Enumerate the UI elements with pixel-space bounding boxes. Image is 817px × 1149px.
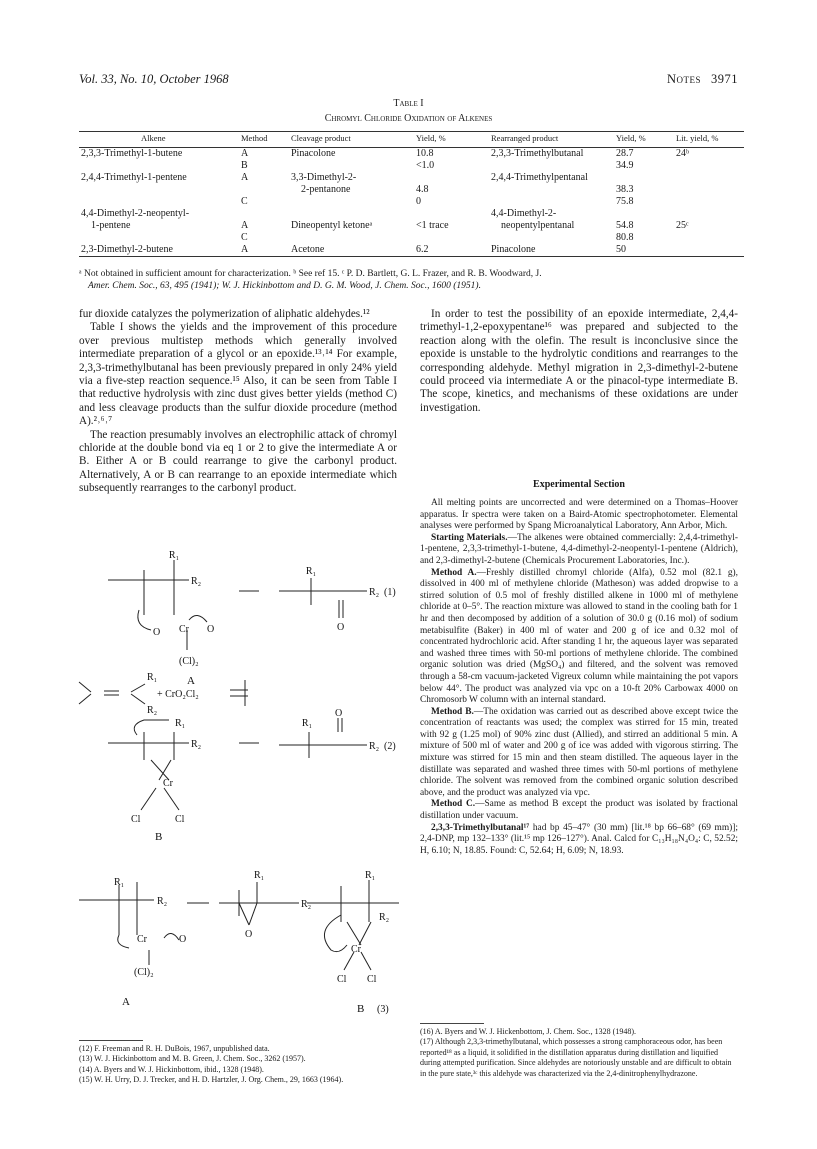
label-cr: Cr [179, 624, 189, 635]
data-table [79, 131, 744, 257]
table-cell: 34.9 [616, 160, 634, 171]
label-r2: R₂ [191, 576, 202, 587]
label-r2: R₂ [301, 899, 312, 910]
table-cell: A [241, 220, 249, 231]
table-row [79, 160, 744, 172]
table-cell [414, 232, 489, 244]
table-cell [489, 160, 614, 172]
table-label: Table I [393, 98, 424, 109]
product-1-structure [279, 578, 367, 618]
column-header: Rearranged product [489, 132, 614, 148]
table-row [79, 220, 744, 232]
label-cl2: (Cl)₂ [134, 967, 154, 978]
table-cell: <1.0 [416, 160, 435, 171]
paragraph [420, 823, 738, 858]
label-r1: R₁ [305, 566, 317, 577]
running-header-journal: Vol. 33, No. 10, October 1968 [79, 72, 229, 86]
reference-item: (16) A. Byers and W. J. Hickenbottom, J. Chem. Soc., 1328 (1948). [420, 1027, 636, 1036]
epoxide-structure [219, 882, 299, 925]
table-cell [489, 232, 614, 244]
table-footnote-2: Amer. Chem. Soc., 63, 495 (1941); W. J. Hickinbottom and D. G. M. Wood, J. Chem. Soc., 1600 (1951). [88, 281, 481, 291]
reagent-label: + CrO₂Cl₂ [157, 689, 199, 700]
table-cell [289, 196, 414, 208]
label-cl: Cl [337, 974, 347, 985]
table-cell [289, 208, 414, 220]
table-cell [614, 208, 674, 220]
table-cell: 54.8 [616, 220, 634, 231]
table-cell [79, 184, 239, 196]
paragraph-text: —Freshly distilled chromyl chloride (Alfa), 0.52 mol (82.1 g), dissolved in 400 ml of methylene chloride (Matheson) was added dropwise to a stirred solution of 0.5 mol of freshly distilled alkene in 1000 ml of methylene chloride at 0–5°. The reaction mixture was allowed to stand in the cooling bath for 1 hr and then decomposed by addition of a solution of 30.0 g (0.16 mol) of sodium metabisulfite (Baker) in 400 ml of water and 200 g of ice and 0.32 mol of concentrated hydrochloric acid. After standing 1 hr, the aqueous layer was separated and washed three times with 50-ml portions of methylene chloride. The combined organic solution was dried (MgSO₄) and filtered, and the solvent was removed through a 58-cm vacuum-jacketed Vigreux column while maintaining the pot vapors below 44°. The product was analyzed via vpc on a 10-ft 20% Carbowax 4000 on Chromosorb W column with an internal standard. [420, 567, 738, 706]
table-cell: 1-pentene [91, 220, 131, 231]
intermediate-b-structure [108, 720, 189, 810]
label-cr: Cr [137, 934, 147, 945]
table-cell: 4.8 [416, 184, 429, 195]
experimental-heading: Experimental Section [533, 479, 625, 490]
equation-number-3: (3) [377, 1004, 389, 1015]
table-cell: 50 [614, 244, 674, 257]
subheading: Starting Materials. [431, 532, 508, 543]
table-cell: 6.2 [414, 244, 489, 257]
table-row [79, 184, 744, 196]
label-cl: Cl [131, 814, 141, 825]
references-right [420, 1027, 738, 1079]
table-cell: Acetone [289, 244, 414, 257]
table-cell [239, 208, 289, 220]
label-o: O [335, 708, 343, 719]
table-cell [414, 208, 489, 220]
table-cell: 28.7 [616, 148, 634, 159]
table-cell [289, 232, 414, 244]
table-cell [489, 184, 614, 196]
intermediate-b-structure-2 [324, 880, 399, 970]
label-intermediate-a: A [122, 996, 130, 1008]
intermediate-a-structure-2 [79, 882, 179, 965]
table-row [79, 196, 744, 208]
table-cell: 4,4-Dimethyl-2-neopentyl- [81, 208, 190, 219]
table-cell: 75.8 [616, 196, 634, 207]
section-name: Notes [666, 72, 701, 86]
paragraph [420, 707, 738, 800]
table-cell [674, 232, 744, 244]
paragraph: Table I shows the yields and the improvement of this procedure over previous multistep methods which generally involved intermediate preparation of a glycol or an epoxide.¹³˒¹⁴ For example, 2,3,3-trimethylbutanal has been previously prepared in only 24% yield via a five-step reaction sequence.¹⁵ Also, it can be seen from Table I that reductive hydrolysis with zinc dust gives better yields (method C) and less cleavage products than the sulfur dioxide procedure (method A).²˒⁶˒⁷ [79, 321, 397, 428]
table-header-row [79, 132, 744, 148]
label-intermediate-b: B [155, 831, 163, 843]
table-row [79, 244, 744, 257]
label-r1: R₁ [168, 550, 180, 561]
label-r2: R₂ [369, 587, 380, 598]
table-cell: 3,3-Dimethyl-2- [291, 172, 357, 183]
product-2-structure [279, 718, 367, 758]
paragraph [420, 799, 738, 822]
table-cell [614, 172, 674, 184]
table-cell: 80.8 [616, 232, 634, 243]
paragraph [420, 568, 738, 707]
label-cr: Cr [351, 944, 361, 955]
table-cell: Pinacolone [489, 244, 614, 257]
table-cell [674, 160, 744, 172]
column-header: Alkene [79, 132, 239, 148]
table-cell: <1 trace [416, 220, 449, 231]
table-cell: 2,4,4-Trimethyl-1-pentene [81, 172, 187, 183]
equilibrium-arrows [230, 680, 248, 706]
table-row [79, 232, 744, 244]
table-row [79, 172, 744, 184]
table-cell: 2-pentanone [301, 184, 351, 195]
table-cell [674, 196, 744, 208]
paragraph: fur dioxide catalyzes the polymerization of aliphatic aldehydes.¹² [79, 308, 370, 320]
table-cell: 2,3-Dimethyl-2-butene [79, 244, 239, 257]
paragraph-text: —Same as method B except the product was isolated by fractional distillation under vacuum. [420, 799, 738, 822]
table-cell [674, 244, 744, 257]
subheading: Method B. [431, 706, 474, 717]
footnote-rule [420, 1023, 484, 1024]
paragraph: All melting points are uncorrected and were determined on a Thomas–Hoover apparatus. Ir spectra were taken on a Baird-Atomic spectrophotometer. Elemental analyses were performed by Spang Microanalytical Laboratory, Ann Arbor, Mich. [420, 498, 738, 532]
table-footnote-1: ᵃ Not obtained in sufficient amount for characterization. ᵇ See ref 15. ᶜ P. D. Bartlett, G. L. Frazer, and R. B. Woodward, J. [79, 269, 542, 279]
reference-item: (15) W. H. Urry, D. J. Trecker, and H. D. Hartzler, J. Org. Chem., 29, 1663 (1964). [79, 1075, 344, 1085]
column-header: Yield, % [414, 132, 489, 148]
table-cell: 24ᵇ [676, 148, 690, 159]
label-r1: R₁ [254, 870, 265, 881]
table-cell: 4,4-Dimethyl-2- [491, 208, 557, 219]
table-row [79, 208, 744, 220]
paragraph-text: —The alkenes were obtained commercially: 2,4,4-trimethyl-1-pentene, 2,3,3-trimethyl-1-butene, 4,4-dimethyl-2-neopentyl-1-pentene (Aldrich), and 2,3-dimethyl-2-butene (Chemicals Procurement Laboratories, Inc.). [420, 532, 738, 566]
paragraph: The reaction presumably involves an electrophilic attack of chromyl chloride at the double bond via eq 1 or 2 to give the intermediate A or B. Either A or B could rearrange to give the carbonyl product. Alternatively, A or B can rearrange to an epoxide intermediate which subsequently rearranges to the carbonyl product. [79, 428, 397, 495]
running-header-section [667, 72, 738, 87]
table-cell [79, 160, 239, 172]
reference-item: (12) F. Freeman and R. H. DuBois, 1967, unpublished data. [79, 1044, 270, 1053]
table-row [79, 148, 744, 161]
paragraph-text: had bp 45–47° (30 mm) [lit.¹⁸ bp 66–68° (69 mm)]; 2,4-DNP, mp 132–133° (lit.¹⁵ mp 126–127°). Anal. Calcd for C₁₃H₁₈N₄O₄: C, 52.52; H, 6.10; N, 18.85. Found: C, 52.64; H, 6.09; N, 18.93. [420, 822, 738, 856]
table-cell: 2,4,4-Trimethylpentanal [491, 172, 588, 183]
reference-item: (13) W. J. Hickinbottom and M. B. Green, J. Chem. Soc., 3262 (1957). [79, 1054, 306, 1064]
column-header: Lit. yield, % [674, 132, 744, 148]
label-intermediate-a: A [187, 675, 195, 687]
table-cell: 2,3,3-Trimethylbutanal [491, 148, 584, 159]
footnote-rule [79, 1040, 143, 1041]
table-cell: Pinacolone [291, 148, 336, 159]
subheading: 2,3,3-Trimethylbutanal¹⁷ [431, 822, 530, 833]
right-column-intro [420, 308, 738, 415]
reference-item: (17) Although 2,3,3-trimethylbutanal, which possesses a strong camphoraceous odor, has been reported¹⁸ as a liquid, it solidified in the distillation apparatus during distillation and liquified during attempted purification. Since aldehydes are notoriously unstable and are difficult to obtain in the pure state,³ᶜ this aldehyde was characterized via the 2,4-dinitrophenylhydrazone. [420, 1037, 732, 1078]
table-title: Chromyl Chloride Oxidation of Alkenes [324, 113, 493, 124]
label-intermediate-b: B [357, 1003, 365, 1015]
table-cell: C [241, 196, 248, 207]
label-r1: R₁ [114, 877, 125, 888]
table-cell: 2,3,3-Trimethyl-1-butene [81, 148, 183, 159]
label-r2: R₂ [147, 705, 158, 716]
table-cell: A [241, 172, 249, 183]
label-r1: R₁ [175, 718, 186, 729]
table-cell: neopentylpentanal [501, 220, 575, 231]
paragraph-text: —The oxidation was carried out as described above except twice the concentration of reactants was used; the complex was stirred for 15 min, treated with 92 g (1.25 mol) of 90% zinc dust (Allied), and stirred an additional 5 min. A mixture of 500 ml of water and 200 g of ice was added with vigorous stirring. The mixture was stirred for 15 min and then steam distilled. The aqueous layer in the distillate was separated and washed three times with 50-ml portions of methylene chloride. The solvent was removed from the combined organic solution described above, and the product was analyzed via vpc. [420, 706, 739, 798]
table-cell [239, 184, 289, 196]
page-number: 3971 [711, 72, 738, 86]
left-column-text [79, 308, 397, 496]
table-cell: 25ᶜ [676, 220, 689, 231]
equation-number-1: (1) [384, 587, 396, 598]
label-o: O [179, 934, 187, 945]
column-header: Yield, % [614, 132, 674, 148]
table-cell: 10.8 [416, 148, 434, 159]
label-r2: R₂ [191, 739, 202, 750]
table-cell [489, 196, 614, 208]
column-header: Cleavage product [289, 132, 414, 148]
table-cell [79, 196, 239, 208]
experimental-text [420, 498, 738, 857]
subheading: Method A. [431, 567, 477, 578]
table-cell: C [241, 232, 248, 243]
table-cell: 0 [416, 196, 421, 207]
table-cell: Dineopentyl ketoneᵃ [291, 220, 373, 231]
paragraph: In order to test the possibility of an epoxide intermediate, 2,4,4-trimethyl-1,2-epoxypentane¹⁶ was prepared and subjected to the reaction along with the olefin. The result is inconclusive since the epoxide is unstable to the hydrolytic conditions and rearranges to the corresponding aldehyde. Methyl migration in 2,3-dimethyl-2-butene could proceed via intermediate A or the pinacol-type intermediate B. The scope, kinetics, and mechanisms of these oxidations are under investigation. [420, 308, 738, 414]
reaction-scheme [79, 550, 404, 1030]
subheading: Method C. [431, 799, 476, 810]
table-cell [674, 184, 744, 196]
label-r1: R₁ [365, 870, 376, 881]
table-cell [674, 172, 744, 184]
table-cell: A [241, 148, 249, 159]
references-left [79, 1044, 397, 1086]
reference-item: (14) A. Byers and W. J. Hickinbottom, ibid., 1328 (1948). [79, 1064, 264, 1074]
label-r1: R₁ [301, 718, 313, 729]
label-o: O [245, 929, 253, 940]
paragraph [420, 533, 738, 568]
table-cell: B [241, 160, 248, 171]
table-cell [79, 232, 239, 244]
label-r2: R₂ [369, 741, 380, 752]
label-o: O [337, 622, 345, 633]
column-header: Method [239, 132, 289, 148]
label-o: O [207, 624, 215, 635]
table-cell [289, 160, 414, 172]
label-o: O [153, 627, 161, 638]
alkene-structure [79, 682, 145, 704]
table-cell: 38.3 [616, 184, 634, 195]
label-r1: R₁ [147, 672, 158, 683]
label-cl: Cl [175, 814, 185, 825]
label-cl: Cl [367, 974, 377, 985]
label-cl2: (Cl)₂ [179, 656, 199, 667]
label-r2: R₂ [379, 912, 390, 923]
table-cell [674, 208, 744, 220]
equation-number-2: (2) [384, 741, 396, 752]
label-cr: Cr [163, 778, 173, 789]
table-cell [414, 172, 489, 184]
table-cell: A [239, 244, 289, 257]
label-r2: R₂ [157, 896, 168, 907]
